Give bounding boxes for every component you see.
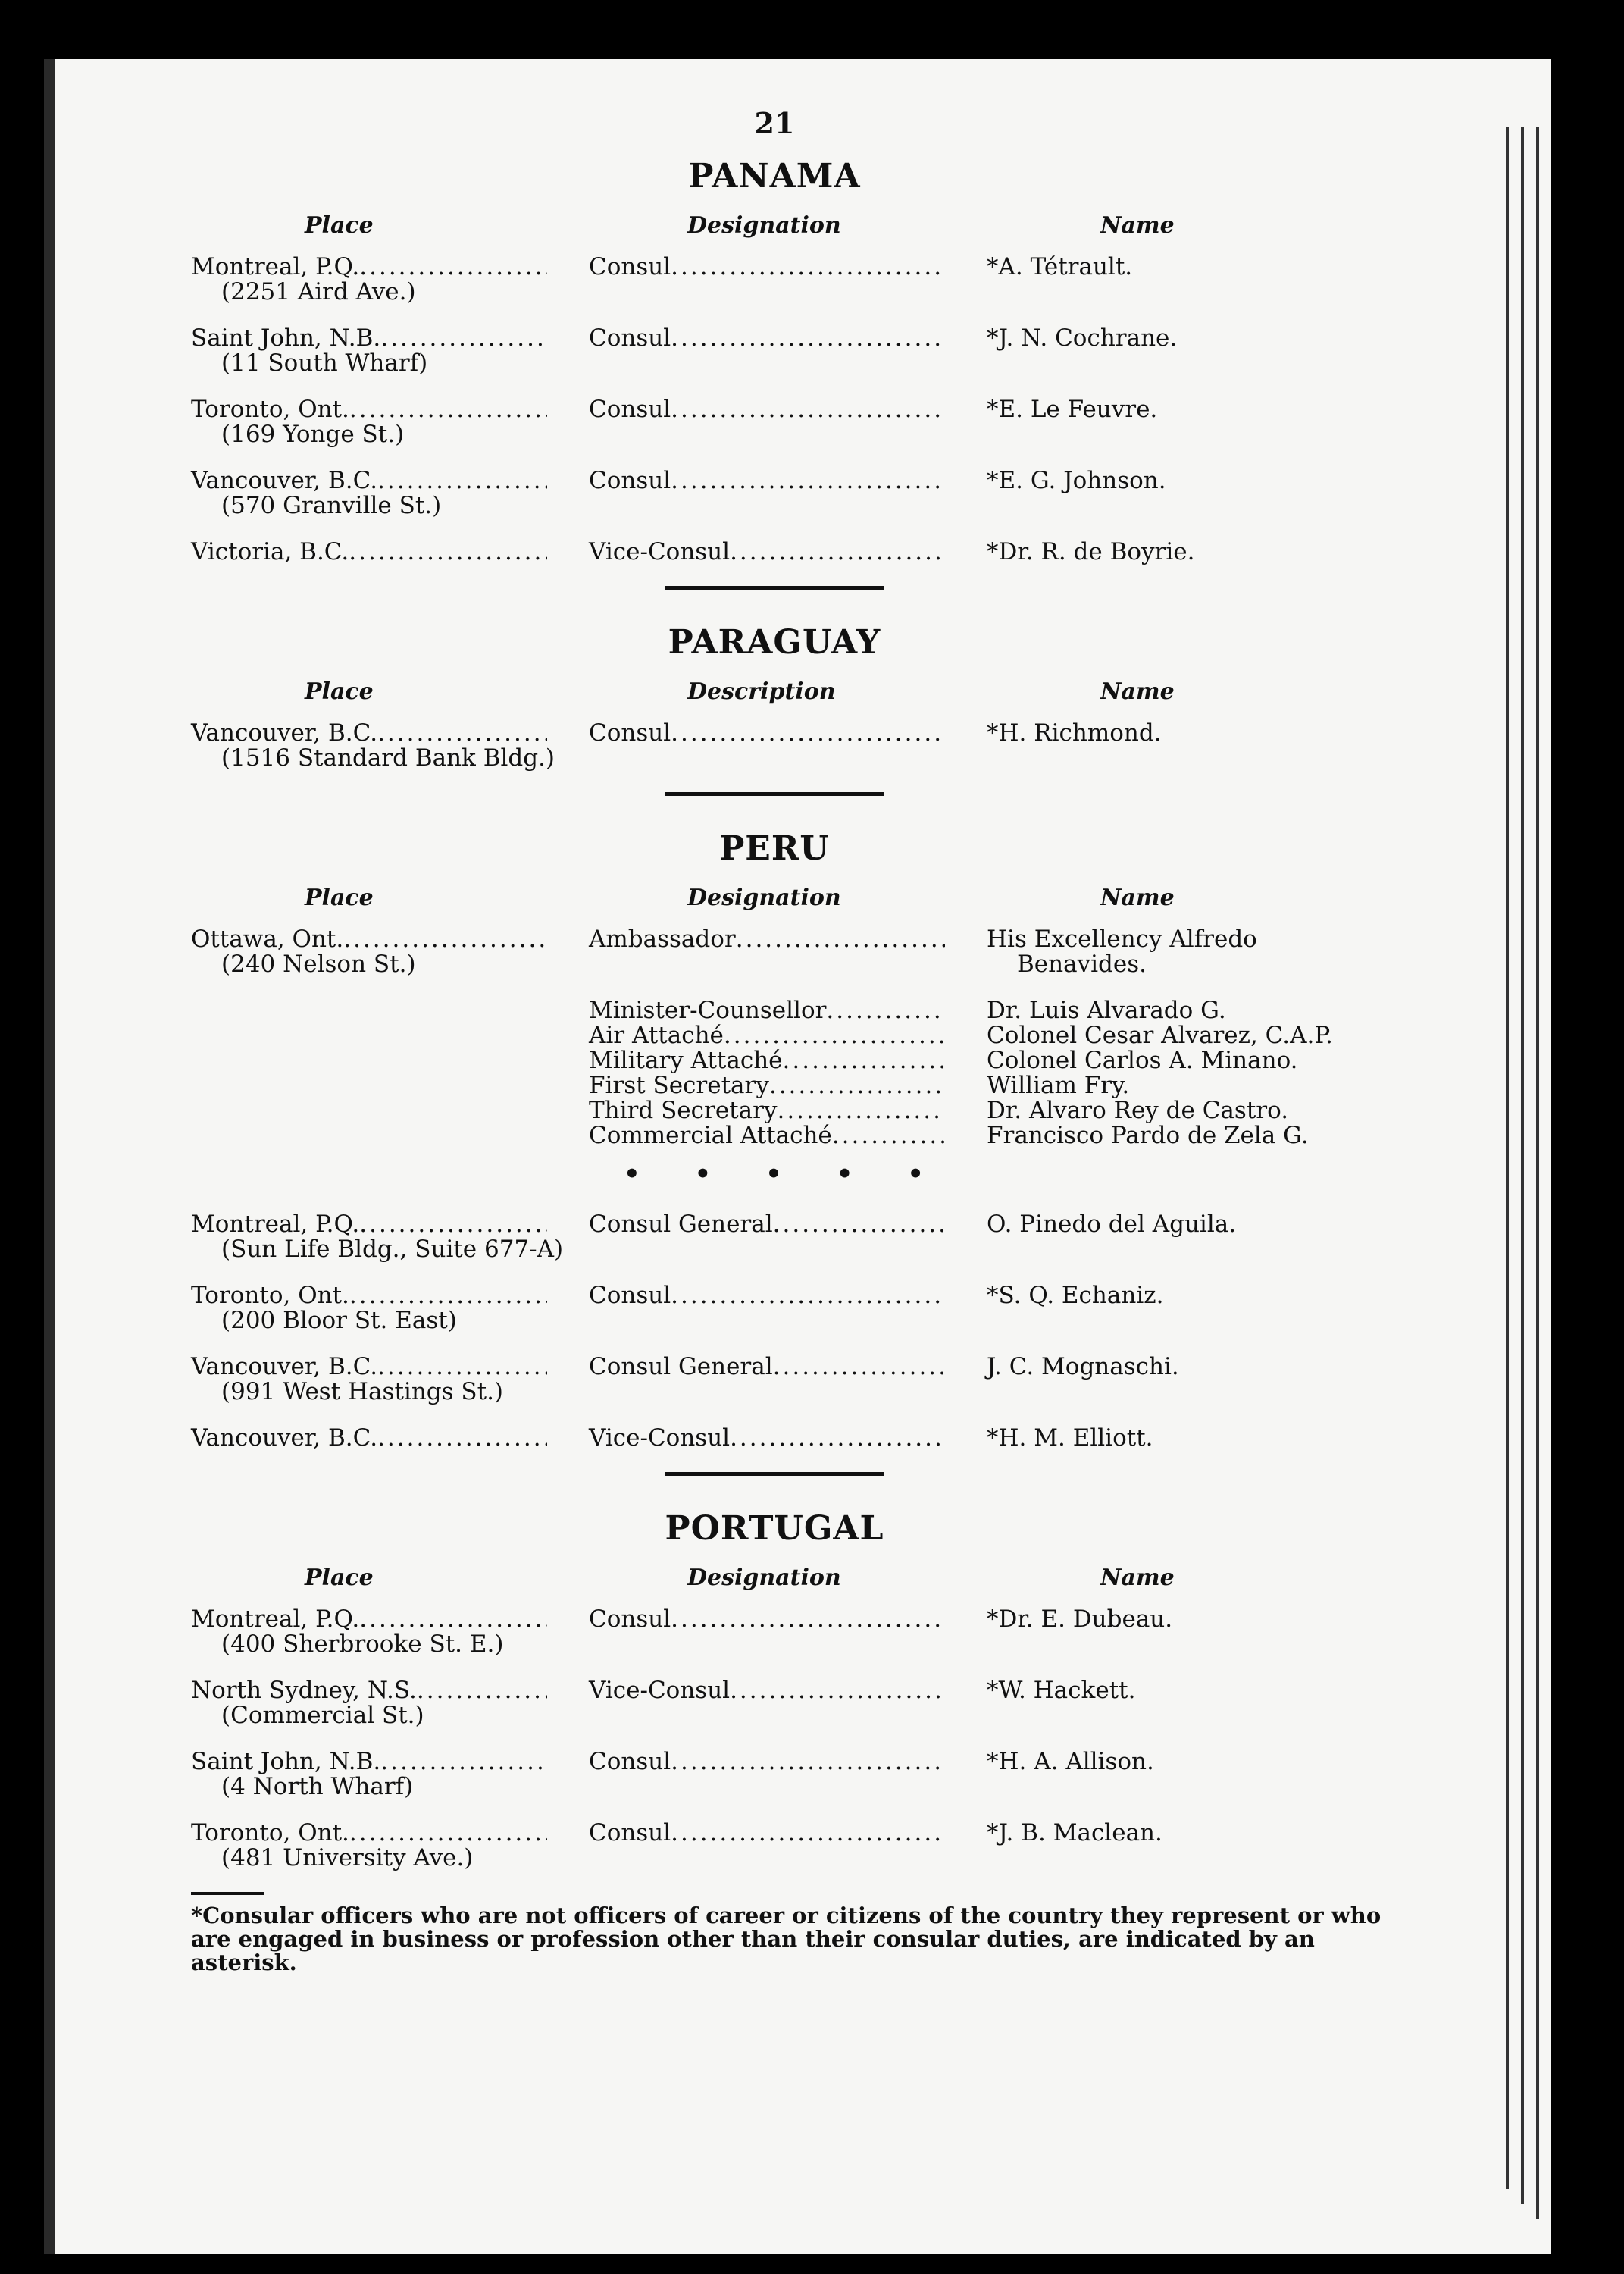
entry-place: Toronto, Ont. <box>191 1282 349 1309</box>
staff-row <box>191 1073 1358 1098</box>
section-title: PANAMA <box>688 157 861 196</box>
entry-name: *A. Tétrault. <box>987 253 1133 280</box>
entry-place: Vancouver, B.C. <box>191 1424 378 1452</box>
embassy-block <box>191 927 1358 977</box>
entry-row <box>191 397 1358 447</box>
section-paraguay <box>191 623 1358 796</box>
staff-designation: Air Attaché <box>589 1022 724 1049</box>
entry-name: *S. Q. Echaniz. <box>987 1282 1164 1309</box>
page-edge-line <box>1521 127 1524 2204</box>
column-headers <box>191 212 1358 246</box>
header-name: Name <box>1100 1565 1175 1591</box>
section-title: PERU <box>719 829 830 868</box>
entry-name: *J. B. Maclean. <box>987 1819 1162 1846</box>
section-panama <box>191 157 1358 590</box>
staff-designation: First Secretary <box>589 1072 769 1099</box>
header-name: Name <box>1100 212 1175 239</box>
page-edge-line <box>1536 127 1539 2219</box>
entry-place: North Sydney, N.S. <box>191 1677 417 1704</box>
header-designation: Description <box>687 678 836 705</box>
entry-name: *E. Le Feuvre. <box>987 396 1158 423</box>
page-number: 21 <box>754 106 795 140</box>
entry-row <box>191 721 1358 771</box>
staff-name-continued: Benavides. <box>1017 951 1147 978</box>
entry-name: *E. G. Johnson. <box>987 467 1166 494</box>
staff-designation: Ambassador <box>589 926 736 953</box>
entry-place: Montreal, P.Q. <box>191 1211 360 1238</box>
entry-designation: Consul General <box>589 1353 773 1380</box>
entry-designation: Consul <box>589 467 671 494</box>
entry-designation: Consul <box>589 396 671 423</box>
entry-designation: Consul <box>589 1282 671 1309</box>
staff-row <box>191 998 1358 1023</box>
entry-address: (200 Bloor St. East) <box>221 1307 457 1334</box>
column-headers <box>191 1565 1358 1598</box>
entry-address: (169 Yonge St.) <box>221 421 405 448</box>
embassy-place: Ottawa, Ont. <box>191 926 344 953</box>
header-designation: Designation <box>687 212 841 239</box>
section-title: PARAGUAY <box>668 623 881 662</box>
staff-name: Dr. Alvaro Rey de Castro. <box>987 1097 1289 1124</box>
staff-row <box>191 1098 1358 1123</box>
header-place: Place <box>305 678 374 705</box>
entry-row <box>191 255 1358 305</box>
entry-designation: Vice-Consul <box>589 1677 731 1704</box>
entry-address: (Commercial St.) <box>221 1702 424 1729</box>
header-name: Name <box>1100 885 1175 911</box>
page-edge-line <box>1506 127 1509 2189</box>
staff-name: Colonel Carlos A. Minano. <box>987 1047 1298 1074</box>
entry-row <box>191 1821 1358 1871</box>
footnote: *Consular officers who are not officers of career or citizens of the country they represent or who are engaged in business or profession other than their consular duties, are indicated by an asterisk. <box>191 1903 1381 1975</box>
entry-place: Victoria, B.C. <box>191 538 349 565</box>
entry-designation: Consul <box>589 719 671 747</box>
entry-designation: Vice-Consul <box>589 1424 731 1452</box>
entry-place: Montreal, P.Q. <box>191 253 360 280</box>
entry-row <box>191 1749 1358 1799</box>
header-name: Name <box>1100 678 1175 705</box>
entry-row <box>191 1283 1358 1333</box>
entry-row <box>191 326 1358 376</box>
entry-address: (Sun Life Bldg., Suite 677-A) <box>221 1236 564 1263</box>
staff-designation: Third Secretary <box>589 1097 778 1124</box>
entry-name: J. C. Mognaschi. <box>987 1353 1179 1380</box>
section-peru <box>191 829 1358 1476</box>
entry-row <box>191 1426 1358 1451</box>
section-divider <box>665 586 884 590</box>
staff-designation: Commercial Attaché <box>589 1122 832 1149</box>
section-divider <box>665 792 884 796</box>
scan-top-border <box>0 0 1624 53</box>
staff-name: Colonel Cesar Alvarez, C.A.P. <box>987 1022 1333 1049</box>
entry-row <box>191 1607 1358 1657</box>
entry-name: *W. Hackett. <box>987 1677 1136 1704</box>
entry-row <box>191 1678 1358 1728</box>
entry-address: (400 Sherbrooke St. E.) <box>221 1630 504 1658</box>
entry-row <box>191 540 1358 565</box>
section-title: PORTUGAL <box>665 1509 884 1548</box>
header-place: Place <box>305 212 374 239</box>
entry-address: (570 Granville St.) <box>221 492 442 519</box>
staff-designation: Minister-Counsellor <box>589 997 827 1024</box>
entry-place: Montreal, P.Q. <box>191 1605 360 1633</box>
header-designation: Designation <box>687 1565 841 1591</box>
staff-designation: Military Attaché <box>589 1047 783 1074</box>
entry-name: *H. A. Allison. <box>987 1748 1154 1775</box>
entry-place: Toronto, Ont. <box>191 396 349 423</box>
entry-address: (991 West Hastings St.) <box>221 1378 504 1405</box>
entry-designation: Consul <box>589 1819 671 1846</box>
staff-name: William Fry. <box>987 1072 1130 1099</box>
staff-row <box>191 1023 1358 1048</box>
section-separator-dots: • • • • • <box>623 1159 947 1189</box>
column-headers <box>191 885 1358 918</box>
entry-name: *H. M. Elliott. <box>987 1424 1153 1452</box>
header-place: Place <box>305 885 374 911</box>
page-content <box>191 106 1381 1975</box>
section-divider <box>665 1472 884 1476</box>
entry-designation: Consul <box>589 324 671 352</box>
entry-name: *Dr. E. Dubeau. <box>987 1605 1173 1633</box>
column-headers <box>191 678 1358 712</box>
book-page <box>44 59 1551 2254</box>
entry-row <box>191 468 1358 518</box>
staff-name: Francisco Pardo de Zela G. <box>987 1122 1309 1149</box>
entry-place: Vancouver, B.C. <box>191 719 378 747</box>
entry-place: Toronto, Ont. <box>191 1819 349 1846</box>
entry-address: (481 University Ave.) <box>221 1844 474 1872</box>
entry-designation: Consul <box>589 1605 671 1633</box>
entry-designation: Vice-Consul <box>589 538 731 565</box>
entry-name: *H. Richmond. <box>987 719 1162 747</box>
staff-name: His Excellency Alfredo <box>987 926 1257 953</box>
header-place: Place <box>305 1565 374 1591</box>
entry-row <box>191 1212 1358 1262</box>
footnote-rule <box>191 1892 264 1895</box>
entry-name: *Dr. R. de Boyrie. <box>987 538 1195 565</box>
entry-place: Vancouver, B.C. <box>191 1353 378 1380</box>
entry-designation: Consul <box>589 1748 671 1775</box>
entry-name: *J. N. Cochrane. <box>987 324 1178 352</box>
entry-designation: Consul General <box>589 1211 773 1238</box>
entry-address: (11 South Wharf) <box>221 349 428 377</box>
embassy-address: (240 Nelson St.) <box>221 951 416 978</box>
staff-name: Dr. Luis Alvarado G. <box>987 997 1226 1024</box>
entry-address: (1516 Standard Bank Bldg.) <box>221 744 555 772</box>
entry-place: Saint John, N.B. <box>191 1748 381 1775</box>
entry-name: O. Pinedo del Aguila. <box>987 1211 1237 1238</box>
entry-row <box>191 1355 1358 1405</box>
entry-designation: Consul <box>589 253 671 280</box>
entry-address: (4 North Wharf) <box>221 1773 414 1800</box>
section-portugal <box>191 1509 1358 1871</box>
entry-place: Saint John, N.B. <box>191 324 381 352</box>
entry-place: Vancouver, B.C. <box>191 467 378 494</box>
header-designation: Designation <box>687 885 841 911</box>
staff-row <box>191 1048 1358 1073</box>
entry-address: (2251 Aird Ave.) <box>221 278 416 305</box>
staff-row <box>191 1123 1358 1148</box>
